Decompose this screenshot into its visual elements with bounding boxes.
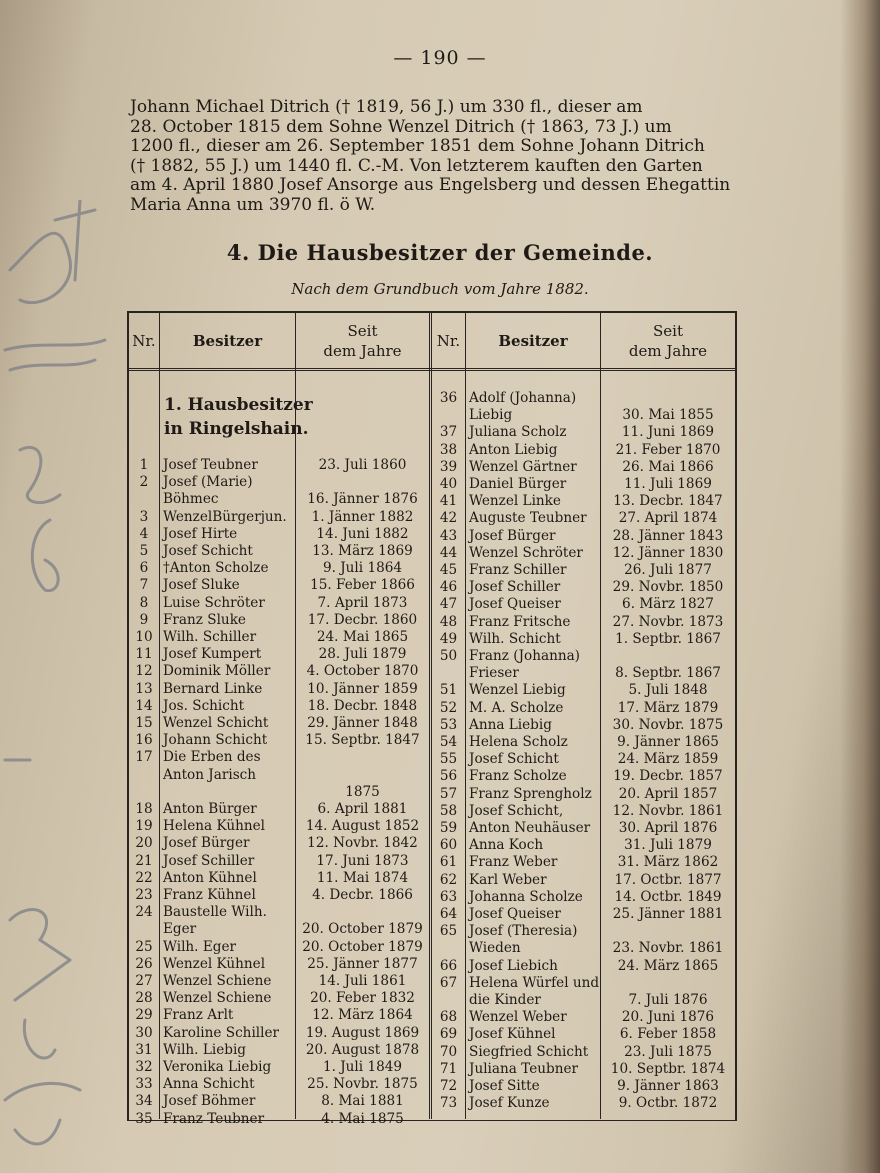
page-number: — 190 — [393, 47, 487, 69]
row-since-date: 9. Jänner 1863 [617, 1078, 719, 1094]
row-number: 35 [135, 1110, 153, 1127]
row-since-date: 8. Septbr. 1867 [615, 665, 721, 682]
row-since-date: 27. Novbr. 1873 [612, 613, 724, 630]
row-number [432, 992, 465, 1009]
row-number: 45 [439, 562, 458, 578]
row-since-date: 10. Septbr. 1874 [610, 1060, 726, 1077]
row-since-date: 25. Novbr. 1875 [307, 1076, 418, 1093]
intro-line: 28. October 1815 dem Sohne Wenzel Ditrich († 1863, 73 J.) um [130, 116, 672, 137]
row-owner: Anton Neuhäuser [469, 820, 591, 836]
row-since-date: 24. Mai 1865 [316, 629, 409, 645]
row-owner: Karoline Schiller [163, 1024, 280, 1041]
row-owner [163, 784, 295, 801]
intro-line: († 1882, 55 J.) um 1440 fl. C.-M. Von letzterem kauften den Garten [130, 155, 703, 176]
row-owner: Jos. Schicht [163, 697, 245, 714]
row-owner: Josef Kumpert [163, 646, 262, 663]
row-owner: Wilh. Liebig [163, 1041, 246, 1058]
row-number: 48 [439, 613, 458, 630]
row-number [129, 784, 159, 801]
row-since-date: 12. März 1864 [312, 1007, 413, 1024]
row-owner: Die Erben des [163, 749, 261, 766]
row-owner: Josef Sluke [163, 577, 240, 594]
row-number: 40 [439, 476, 458, 492]
row-number: 69 [439, 1026, 458, 1043]
row-owner: Johanna Scholze [469, 888, 583, 905]
row-since-date [296, 904, 429, 921]
row-number: 46 [439, 579, 458, 596]
row-number: 61 [439, 854, 458, 871]
row-number: 54 [439, 734, 458, 750]
row-since-date: 13. März 1869 [312, 543, 413, 559]
row-owner: Veronika Liebig [163, 1059, 272, 1075]
row-owner: Josef Bürger [469, 527, 556, 544]
row-number: 34 [135, 1093, 153, 1110]
row-owner: Josef Bürger [163, 835, 250, 852]
row-since-date: 11. Juli 1869 [624, 476, 712, 492]
row-owner: Josef Böhmer [163, 1093, 256, 1110]
row-owner: Luise Schröter [163, 594, 265, 611]
row-since-date [601, 975, 735, 992]
row-since-date: 18. Decbr. 1848 [307, 697, 418, 714]
row-since-date: 1. Juli 1849 [322, 1059, 403, 1075]
row-since-date: 29. Novbr. 1850 [612, 579, 724, 596]
row-owner: Anton Jarisch [163, 766, 257, 783]
row-since-date: 19. Decbr. 1857 [613, 768, 723, 785]
row-number: 58 [439, 802, 458, 819]
section-heading: 4. Die Hausbesitzer der Gemeinde. [226, 240, 654, 265]
row-since-date: 11. Juni 1869 [621, 424, 715, 441]
row-owner: Eger [163, 921, 197, 938]
row-since-date: 9. Octbr. 1872 [618, 1095, 718, 1112]
row-number: 60 [439, 837, 458, 854]
row-number: 52 [439, 699, 458, 716]
row-owner: Josef Liebich [469, 957, 558, 974]
row-number: 11 [135, 646, 153, 663]
row-number: 26 [135, 955, 153, 972]
row-number: 16 [135, 732, 153, 749]
row-since-date: 28. Juli 1879 [318, 646, 407, 663]
header-rule [129, 368, 735, 371]
row-since-date: 6. Feber 1858 [619, 1026, 717, 1043]
row-owner: Josef Hirte [163, 525, 238, 542]
row-since-date: 30. Novbr. 1875 [612, 716, 724, 733]
row-since-date: 27. April 1874 [618, 510, 718, 527]
row-owner: Josef Schicht, [469, 802, 564, 819]
row-owner: Dominik Möller [163, 663, 271, 680]
header-owner-right: Besitzer [498, 331, 568, 350]
row-since-date: 21. Feber 1870 [615, 441, 721, 458]
row-since-date: 20. October 1879 [302, 921, 423, 938]
row-since-date: 17. Juni 1873 [316, 852, 409, 869]
row-number: 1 [139, 457, 149, 473]
row-owner: Böhmec [163, 491, 219, 508]
row-number: 17 [135, 749, 153, 766]
row-owner: Wenzel Liebig [469, 682, 566, 699]
row-number: 15 [135, 715, 153, 731]
row-number: 38 [439, 441, 458, 458]
row-owner: Wenzel Linke [469, 493, 561, 510]
row-since-date: 30. April 1876 [618, 820, 718, 836]
row-owner: Liebig [469, 407, 513, 424]
subsection-title-line: 1. Hausbesitzer [164, 395, 313, 415]
row-number: 14 [135, 697, 153, 714]
row-owner: Juliana Scholz [469, 424, 567, 441]
row-owner: Josef Schiller [469, 579, 561, 596]
row-number: 32 [135, 1059, 153, 1075]
row-since-date: 14. Juni 1882 [316, 525, 409, 542]
row-number [129, 491, 159, 508]
row-since-date: 11. Mai 1874 [316, 869, 409, 886]
header-since-line1: Seit [653, 321, 683, 340]
row-since-date: 12. Novbr. 1861 [612, 802, 724, 819]
row-since-date: 17. Decbr. 1860 [307, 611, 418, 628]
row-since-date: 26. Juli 1877 [624, 562, 712, 578]
row-owner: Adolf (Johanna) [469, 390, 577, 406]
row-number: 12 [135, 663, 153, 680]
row-number [129, 767, 159, 784]
row-since-date: 19. August 1869 [305, 1024, 420, 1041]
row-number: 21 [135, 852, 153, 869]
row-number: 56 [439, 768, 458, 785]
row-since-date: 12. Novbr. 1842 [307, 835, 418, 852]
row-since-date: 24. März 1859 [617, 751, 719, 768]
row-owner: Anton Bürger [163, 801, 257, 817]
row-owner: †Anton Scholze [163, 560, 269, 577]
row-number: 72 [439, 1078, 458, 1094]
column-divider [159, 313, 160, 1119]
row-owner: Baustelle Wilh. [163, 904, 267, 921]
row-since-date: 20. October 1879 [302, 938, 423, 955]
row-owner: Wenzel Schicht [163, 715, 269, 731]
row-number: 25 [135, 938, 153, 955]
row-owner: Wenzel Schröter [469, 544, 583, 561]
row-since-date [296, 474, 429, 491]
row-since-date: 4. Mai 1875 [321, 1110, 404, 1127]
row-since-date: 1. Septbr. 1867 [615, 630, 721, 647]
row-owner: Franz Fritsche [469, 613, 571, 630]
row-since-date: 8. Mai 1881 [321, 1093, 404, 1110]
row-since-date: 1. Jänner 1882 [311, 508, 414, 525]
row-since-date: 20. Feber 1832 [310, 990, 415, 1007]
row-owner: Wenzel Schiene [163, 973, 272, 989]
row-owner: Josef Queiser [469, 906, 561, 922]
row-since-date: 31. Juli 1879 [624, 837, 712, 854]
row-since-date [601, 923, 735, 940]
row-since-date: 25. Jänner 1881 [612, 906, 724, 922]
row-owner: Franz Scholze [469, 768, 567, 785]
row-owner: Johann Schicht [163, 732, 268, 749]
row-owner: Wilh. Schicht [469, 630, 561, 647]
row-owner: Auguste Teubner [469, 510, 587, 527]
intro-line: Maria Anna um 3970 fl. ö W. [130, 194, 376, 215]
header-since-line2: dem Jahre [628, 341, 708, 360]
row-number: 6 [139, 560, 149, 577]
row-since-date: 5. Juli 1848 [628, 682, 708, 699]
row-number [129, 921, 159, 938]
intro-paragraph [130, 98, 740, 216]
row-owner: Franz Teubner [163, 1110, 265, 1127]
row-owner: Anna Liebig [469, 716, 552, 733]
row-owner: Wenzel Schiene [163, 990, 272, 1007]
row-number: 36 [439, 390, 458, 406]
row-owner: Karl Weber [469, 871, 547, 888]
row-owner: Wilh. Eger [163, 938, 236, 955]
row-since-date: 28. Jänner 1843 [612, 527, 724, 544]
row-number: 66 [439, 957, 458, 974]
row-owner: Josef Teubner [163, 457, 258, 473]
row-since-date: 14. Octbr. 1849 [614, 888, 722, 905]
row-number: 31 [135, 1041, 153, 1058]
row-owner: Frieser [469, 665, 519, 682]
row-since-date: 12. Jänner 1830 [612, 544, 724, 561]
row-since-date: 4. Decbr. 1866 [312, 887, 413, 903]
row-owner: Josef Kunze [469, 1095, 550, 1112]
row-number: 2 [139, 474, 149, 491]
row-since-date: 15. Feber 1866 [310, 577, 415, 594]
row-since-date: 30. Mai 1855 [622, 407, 714, 424]
row-number: 47 [439, 596, 458, 613]
row-owner: Helena Kühnel [163, 818, 265, 835]
row-since-date: 20. April 1857 [618, 785, 718, 802]
row-number: 20 [135, 835, 153, 852]
row-number: 41 [439, 493, 458, 510]
row-number: 27 [135, 973, 153, 989]
row-number: 4 [139, 525, 149, 542]
row-number: 39 [439, 458, 458, 475]
pencil-marginalia [0, 200, 120, 1160]
row-since-date: 6. April 1881 [317, 801, 408, 817]
row-number: 22 [135, 869, 153, 886]
row-since-date: 10. Jänner 1859 [307, 680, 418, 697]
row-owner: die Kinder [469, 992, 541, 1008]
row-since-date: 6. März 1827 [622, 596, 714, 613]
header-since-right [601, 313, 735, 368]
row-number [432, 665, 465, 682]
row-owner: Helena Scholz [469, 734, 568, 750]
row-since-date: 20. Juni 1876 [621, 1009, 715, 1026]
row-number: 33 [135, 1076, 153, 1093]
row-owner: WenzelBürgerjun. [163, 508, 287, 525]
row-number: 71 [439, 1060, 458, 1077]
row-since-date [601, 390, 735, 407]
header-owner-left: Besitzer [192, 331, 263, 350]
row-owner: Josef Kühnel [469, 1026, 556, 1043]
header-nr-right: Nr. [436, 331, 461, 350]
row-number: 50 [439, 648, 458, 664]
row-since-date: 17. Octbr. 1877 [614, 871, 722, 888]
row-since-date: 23. Juli 1860 [318, 457, 407, 473]
row-owner: Josef Schicht [163, 543, 253, 559]
row-since-date [296, 767, 429, 784]
row-since-date: 31. März 1862 [617, 854, 719, 871]
row-owner: Wieden [469, 940, 521, 957]
row-since-date: 26. Mai 1866 [622, 458, 714, 475]
row-owner: Franz (Johanna) [469, 648, 580, 664]
row-since-date: 4. October 1870 [306, 663, 419, 680]
row-number: 30 [135, 1024, 153, 1041]
row-since-date: 16. Jänner 1876 [307, 491, 418, 508]
row-owner: Franz Arlt [163, 1007, 234, 1024]
row-since-date: 20. August 1878 [305, 1041, 420, 1058]
row-number: 53 [439, 716, 458, 733]
row-since-date: 13. Decbr. 1847 [613, 493, 723, 510]
row-number: 44 [439, 544, 458, 561]
row-number [432, 940, 465, 957]
row-owner: Franz Kühnel [163, 887, 256, 903]
row-number: 57 [439, 785, 458, 802]
row-since-date: 23. Novbr. 1861 [612, 940, 724, 957]
row-number: 13 [135, 680, 153, 697]
row-since-date: 1875 [345, 783, 380, 800]
row-since-date: 14. Juli 1861 [318, 973, 407, 989]
row-number: 37 [439, 424, 458, 441]
row-since-date: 24. März 1865 [617, 957, 719, 974]
row-number: 24 [135, 904, 153, 921]
header-since-line2: dem Jahre [323, 341, 402, 360]
row-owner: Josef Schicht [469, 751, 559, 768]
row-owner: Anton Liebig [469, 441, 558, 458]
row-owner: Siegfried Schicht [469, 1043, 589, 1060]
row-owner: Franz Weber [469, 854, 558, 871]
row-owner: Anna Koch [469, 837, 544, 854]
section-subheading: Nach dem Grundbuch vom Jahre 1882. [291, 280, 589, 298]
row-owner: M. A. Scholze [469, 699, 564, 716]
row-owner: Josef Schiller [163, 852, 255, 869]
row-number: 3 [139, 508, 149, 525]
row-number: 62 [439, 871, 458, 888]
row-owner: Franz Sluke [163, 611, 246, 628]
row-since-date: 9. Jänner 1865 [617, 734, 719, 750]
row-number: 23 [135, 887, 153, 903]
row-number: 70 [439, 1043, 458, 1060]
row-number: 9 [139, 611, 149, 628]
row-owner: Helena Würfel und [469, 974, 600, 991]
row-number: 59 [439, 820, 458, 836]
row-owner: Josef Sitte [469, 1078, 540, 1094]
row-since-date: 23. Juli 1875 [624, 1043, 712, 1060]
row-number: 5 [139, 543, 149, 559]
row-since-date: 29. Jänner 1848 [307, 715, 418, 731]
row-since-date: 17. März 1879 [617, 699, 719, 716]
row-number: 42 [439, 510, 458, 527]
row-number: 67 [439, 974, 458, 991]
row-number: 55 [439, 751, 458, 768]
row-since-date: 7. April 1873 [317, 594, 408, 611]
header-since-left [296, 313, 429, 368]
row-number: 18 [135, 801, 153, 817]
row-number: 49 [439, 630, 458, 647]
subsection-title [164, 393, 313, 441]
book-spine-shadow [840, 0, 880, 1173]
row-number: 10 [135, 629, 153, 645]
column-divider [465, 313, 466, 1119]
row-since-date: 14. August 1852 [305, 818, 420, 835]
subsection-title-line: in Ringelshain. [164, 419, 309, 439]
row-since-date: 7. Juli 1876 [628, 992, 708, 1008]
row-owner: Anton Kühnel [163, 869, 257, 886]
row-number: 43 [439, 527, 458, 544]
intro-line: Johann Michael Ditrich († 1819, 56 J.) um 330 fl., dieser am [130, 97, 643, 117]
row-owner: Josef (Marie) [163, 474, 253, 491]
row-since-date: 9. Juli 1864 [322, 560, 403, 577]
row-number: 28 [135, 990, 153, 1007]
header-nr-left: Nr. [132, 331, 156, 350]
row-owner: Daniel Bürger [469, 476, 567, 492]
row-number: 51 [439, 682, 458, 699]
row-owner: Juliana Teubner [469, 1060, 578, 1077]
row-owner: Wenzel Kühnel [163, 955, 266, 972]
row-number: 29 [135, 1007, 153, 1024]
row-owner: Anna Schicht [163, 1076, 255, 1093]
row-number: 19 [135, 818, 153, 835]
row-owner: Franz Schiller [469, 562, 567, 578]
row-number: 8 [139, 594, 149, 611]
row-number: 68 [439, 1009, 458, 1026]
row-number: 7 [139, 577, 149, 594]
row-number [432, 407, 465, 424]
row-owner: Wenzel Gärtner [469, 458, 577, 475]
header-since-line1: Seit [347, 321, 378, 340]
row-owner: Wenzel Weber [469, 1009, 567, 1026]
row-owner: Franz Sprengholz [469, 785, 592, 802]
row-owner: Bernard Linke [163, 680, 263, 697]
row-owner: Josef Queiser [469, 596, 561, 613]
row-owner: Wilh. Schiller [163, 629, 257, 645]
row-since-date [296, 749, 429, 766]
row-since-date [601, 648, 735, 665]
intro-line: am 4. April 1880 Josef Ansorge aus Engelsberg und dessen Ehegattin [130, 175, 731, 196]
row-number: 73 [439, 1095, 458, 1112]
row-number: 65 [439, 923, 458, 940]
row-owner: Josef (Theresia) [469, 923, 578, 940]
intro-line: 1200 fl., dieser am 26. September 1851 dem Sohne Johann Ditrich [130, 136, 705, 157]
row-since-date: 15. Septbr. 1847 [305, 732, 420, 749]
row-number: 63 [439, 888, 458, 905]
row-since-date: 25. Jänner 1877 [307, 955, 418, 972]
row-number: 64 [439, 906, 458, 922]
